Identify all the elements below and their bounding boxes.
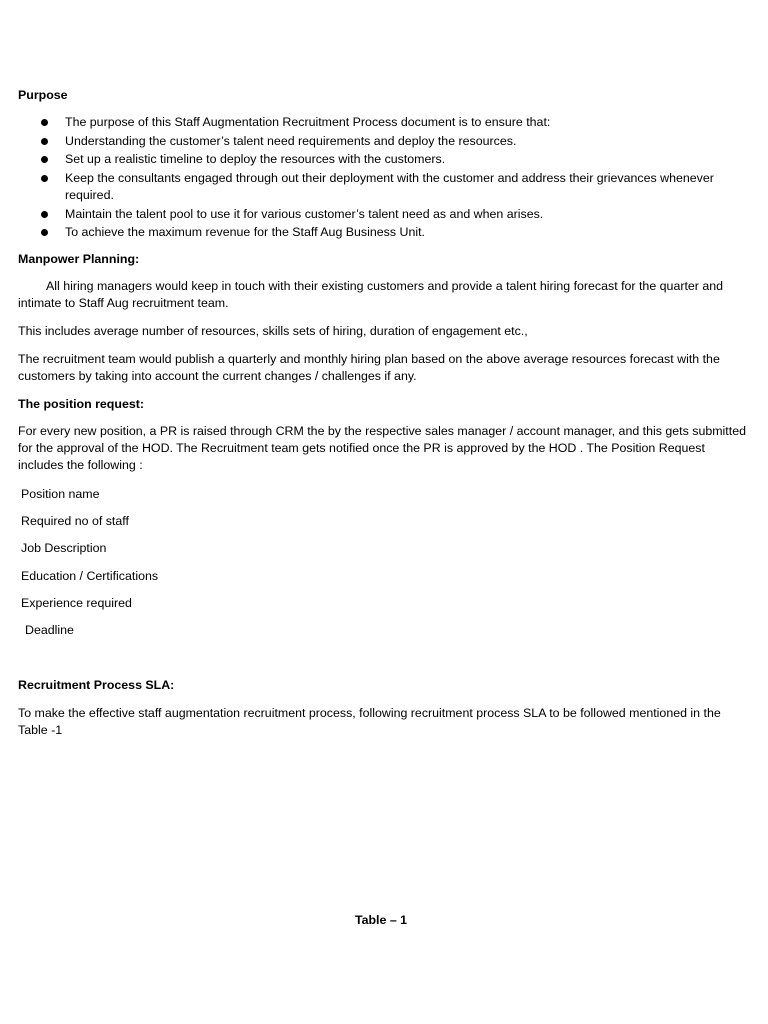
purpose-list — [0, 114, 740, 243]
list-item: Set up a realistic timeline to deploy the resources with the customers. — [0, 151, 740, 169]
manpower-paragraph-1: All hiring managers would keep in touch with their existing customers and provide a talent hiring forecast for the quarter and intimate to Staff Aug recruitment team. — [18, 279, 724, 310]
position-request-paragraph: For every new position, a PR is raised through CRM the by the respective sales manager / account manager, and this gets submitted for the approval of the HOD. The Recruitment team gets notified once the PR is approved by the HOD . The Position Request includes the following : — [18, 424, 746, 472]
purpose-heading: Purpose — [18, 88, 68, 102]
position-request-heading: The position request: — [18, 397, 144, 411]
list-item: The purpose of this Staff Augmentation Recruitment Process document is to ensure that: — [0, 114, 740, 132]
request-item-deadline: Deadline — [25, 623, 74, 637]
manpower-paragraph-3: The recruitment team would publish a quarterly and monthly hiring plan based on the above average resources forecast with the customers by taking into account the current changes / challenges if any. — [18, 352, 720, 383]
list-item: Understanding the customer’s talent need requirements and deploy the resources. — [0, 133, 740, 151]
list-item: To achieve the maximum revenue for the Staff Aug Business Unit. — [0, 224, 740, 242]
manpower-paragraph-2: This includes average number of resources, skills sets of hiring, duration of engagement etc., — [18, 324, 528, 338]
list-item: Keep the consultants engaged through out their deployment with the customer and address their grievances whenever required. — [0, 170, 740, 205]
request-item-experience: Experience required — [21, 596, 132, 610]
manpower-heading: Manpower Planning: — [18, 252, 140, 266]
request-item-job-description: Job Description — [21, 541, 107, 555]
request-item-required-staff: Required no of staff — [21, 514, 129, 528]
list-item: Maintain the talent pool to use it for various customer’s talent need as and when arises. — [0, 206, 740, 224]
request-item-position-name: Position name — [21, 487, 100, 501]
request-item-education: Education / Certifications — [21, 569, 159, 583]
table-caption: Table – 1 — [354, 913, 408, 927]
sla-paragraph: To make the effective staff augmentation recruitment process, following recruitment process SLA to be followed mentioned in the Table -1 — [18, 706, 721, 737]
sla-heading: Recruitment Process SLA: — [18, 678, 175, 692]
